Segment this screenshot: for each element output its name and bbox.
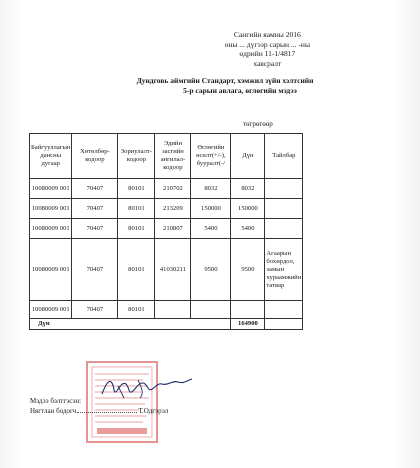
header-line-1: Сангийн яамны 2016 (233, 30, 301, 39)
cell-econ: 210702 (155, 179, 191, 199)
title-line-1: Дундговь аймгийн Стандарт, хэмжил зүйн хэлтсийн (136, 76, 314, 85)
col-header-purpose: Зориулалт- кодоор (118, 134, 155, 179)
accountant-name: Т.Одгэрэл (138, 406, 169, 415)
cell-note (265, 219, 303, 239)
attachment-header (225, 30, 310, 68)
cell-purpose: 80101 (118, 301, 155, 319)
cell-change: 8032 (191, 179, 231, 199)
col-header-note: Тайлбар (265, 134, 303, 179)
cell-change: 5400 (191, 219, 231, 239)
cell-amount: 5400 (231, 219, 265, 239)
col-header-program: Хөтөлбөр-кодоор (72, 134, 118, 179)
cell-note (265, 199, 303, 219)
cell-change (191, 301, 231, 319)
cell-econ: 213209 (155, 199, 191, 219)
prepared-by-label: Мэдээ бэлтгэсэн: (30, 397, 82, 405)
cell-note (265, 179, 303, 199)
cell-program: 70407 (72, 179, 118, 199)
header-line-4: хавсралт (253, 58, 282, 68)
signature-dotted-line (77, 412, 137, 413)
total-value: 164900 (231, 319, 265, 330)
cell-purpose: 80101 (118, 179, 155, 199)
cell-note: Агаарын бохирдол, замын хураамжийн татвар (265, 239, 303, 301)
table-row (30, 239, 303, 301)
cell-program: 70407 (72, 199, 118, 219)
cell-account: 10080009 001 (30, 199, 72, 219)
cell-purpose: 80101 (118, 239, 155, 301)
cell-account: 10080009 001 (30, 219, 72, 239)
cell-amount: 9500 (231, 239, 265, 301)
table-row (30, 179, 303, 199)
table-row (30, 219, 303, 239)
cell-change: 9500 (191, 239, 231, 301)
accountant-line (30, 407, 168, 417)
col-header-amount: Дүн (231, 134, 265, 179)
cell-amount: 8032 (231, 179, 265, 199)
report-title (0, 76, 420, 96)
cell-program: 70407 (72, 301, 118, 319)
cell-purpose: 80101 (118, 199, 155, 219)
header-line-3: өдрийн 11-1/4817 (239, 49, 296, 58)
cell-account: 10080009 001 (30, 179, 72, 199)
cell-amount (231, 301, 265, 319)
cell-econ (155, 301, 191, 319)
payables-table (29, 133, 303, 330)
col-header-account: Байгууллагын дансны дугаар (30, 134, 72, 179)
currency-unit: төгрөгөөр (243, 120, 273, 128)
signature-block (30, 397, 168, 416)
cell-econ: 41030211 (155, 239, 191, 301)
table-header-row (30, 134, 303, 179)
cell-program: 70407 (72, 219, 118, 239)
cell-change: 150000 (191, 199, 231, 219)
cell-econ: 210807 (155, 219, 191, 239)
cell-account: 10080009 001 (30, 301, 72, 319)
total-row (30, 319, 303, 330)
header-line-2: оны ... дүгээр сарын ... -ны (224, 39, 310, 49)
table-row (30, 199, 303, 219)
table-row (30, 301, 303, 319)
col-header-change: Өглөгийн өсөлт(+/-), бууралт(-/ (191, 134, 231, 179)
title-line-2: 5-р сарын авлага, өглөгийн мэдээ (183, 86, 297, 95)
accountant-label: Нягтлан бодогч (30, 406, 77, 415)
cell-note (265, 301, 303, 319)
cell-account: 10080009 001 (30, 239, 72, 301)
cell-amount: 150000 (231, 199, 265, 219)
cell-purpose: 80101 (118, 219, 155, 239)
total-label: Дүн (30, 319, 231, 330)
cell-program: 70407 (72, 239, 118, 301)
total-note (265, 319, 303, 330)
col-header-econ: Эдийн засгийн ангилал-кодоор (155, 134, 191, 179)
